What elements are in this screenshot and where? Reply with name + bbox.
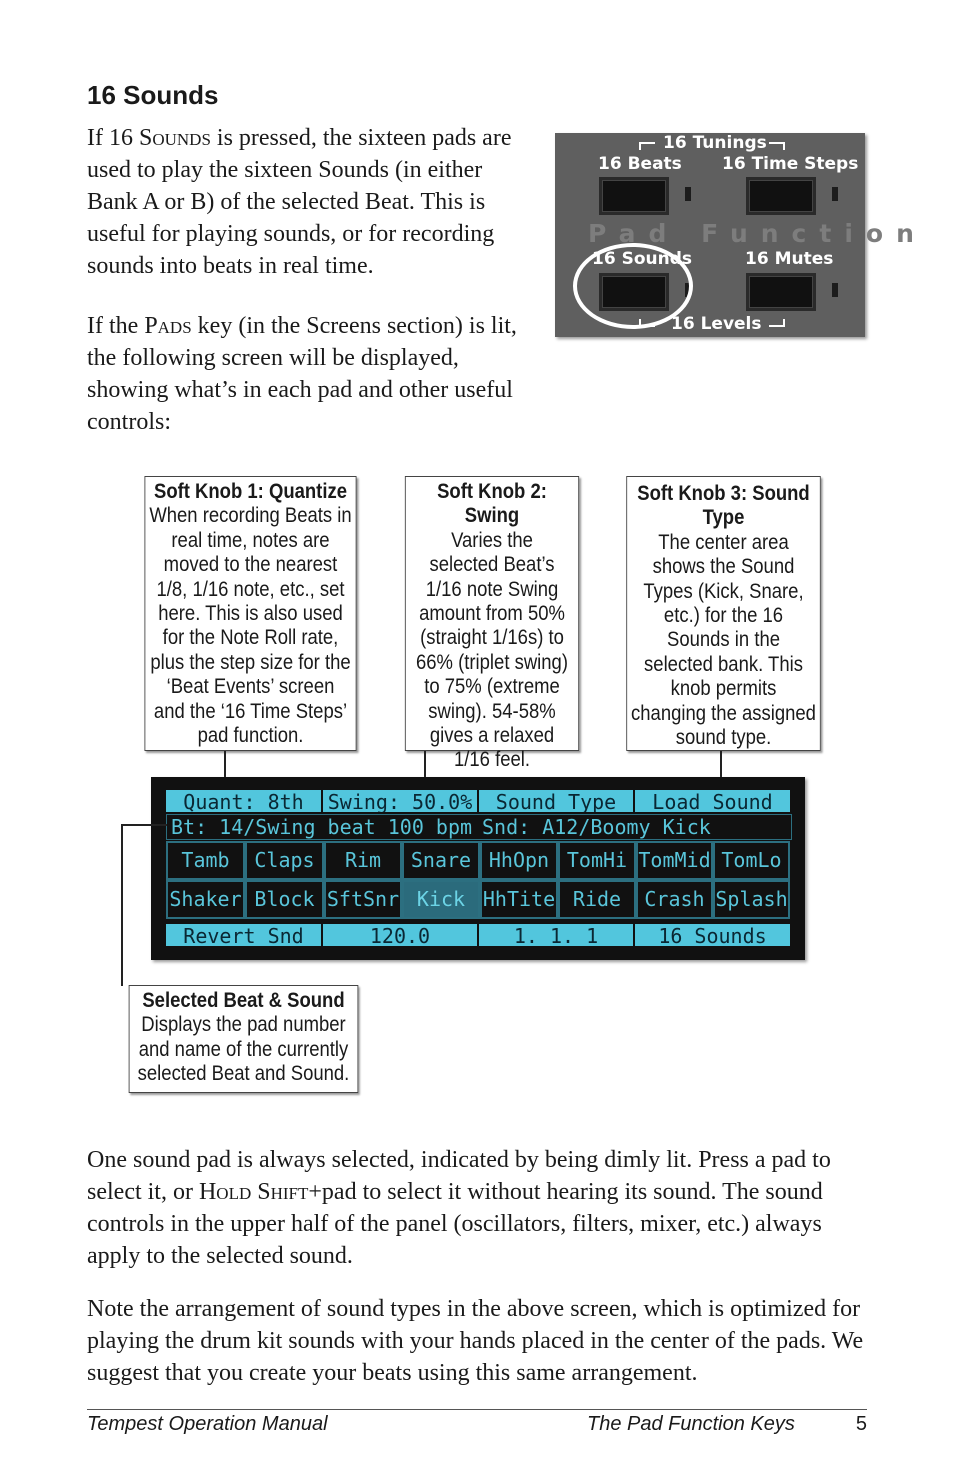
lcd-revert-sound[interactable]: Revert Snd bbox=[166, 924, 321, 946]
pad-7[interactable]: TomMid bbox=[636, 841, 713, 880]
footer-chapter: The Pad Function Keys bbox=[587, 1413, 795, 1435]
pad-15[interactable]: Crash bbox=[636, 880, 713, 919]
intro-p1-pre: If bbox=[87, 125, 109, 151]
body-p3-b: +pad to select it without hearing its sound. The sound controls in the upper half of the panel (oscillators, filters, mixer, etc.) always apply to the selected sound. bbox=[87, 1179, 823, 1269]
body-p3-a: One sound pad is always selected, indicated by being dimly lit. Press a pad to select it, or bbox=[87, 1147, 831, 1205]
time-steps-pad-button[interactable] bbox=[746, 177, 816, 215]
pad-1[interactable]: Tamb bbox=[166, 841, 245, 880]
pad-10[interactable]: Block bbox=[245, 880, 324, 919]
body-paragraph-3 bbox=[87, 1144, 867, 1272]
callout-selected-title: Selected Beat & Sound bbox=[142, 989, 345, 1012]
intro-p1-text: is pressed, the sixteen pads are used to play the sixteen Sounds (in either Bank A or B) of the selected Beat. This is useful for playing sounds, or for recording sounds into beats in real time. bbox=[87, 125, 512, 279]
lcd-screen bbox=[151, 777, 805, 960]
pad-6[interactable]: TomHi bbox=[558, 841, 636, 880]
callout-soft-knob-3 bbox=[626, 476, 820, 751]
callout-selected-beat-sound bbox=[129, 985, 359, 1093]
callout-soft-knob-2 bbox=[405, 476, 579, 772]
lcd-pad-mode[interactable]: 16 Sounds bbox=[635, 924, 790, 946]
lcd-swing[interactable]: Swing: 50.0% bbox=[323, 790, 477, 812]
pad-12-selected[interactable]: Kick bbox=[402, 880, 480, 919]
callout-knob1-title: Soft Knob 1: Quantize bbox=[153, 480, 347, 503]
lcd-selected-sound: Snd: A12/Boomy Kick bbox=[482, 815, 711, 839]
beats-label: 16 Beats bbox=[598, 154, 682, 174]
callout-knob2-title: Soft Knob 2: Swing bbox=[437, 480, 547, 528]
callout-knob2-body: Varies the selected Beat’s 1/16 note Swing amount from 50% (straight 1/16s) to 66% (triplet swing) to 75% (extreme swing). 54-58% gives a relaxed 1/16 feel. bbox=[415, 528, 568, 772]
callout-knob1-body: When recording Beats in real time, notes are moved to the nearest 1/8, 1/16 note, etc., set here. This is also used for the Note Roll rate, plus the step size for the ‘Beat Events’ screen and the ‘16 Time Steps’ pad function. bbox=[149, 504, 352, 748]
pad-4[interactable]: Snare bbox=[402, 841, 480, 880]
key-16-sounds: 16 Sounds bbox=[108, 125, 211, 151]
callout-knob3-body: The center area shows the Sound Types (Kick, Snare, etc.) for the 16 Sounds in the selected bank. This knob permits changing the assigned sound type. bbox=[631, 530, 816, 750]
beats-pad-button[interactable] bbox=[599, 177, 669, 215]
body-paragraph-4: Note the arrangement of sound types in the above screen, which is optimized for playing the drum kit sounds with your hands placed in the center of the pads. We suggest that you create your beats using this same arrangement. bbox=[87, 1296, 864, 1386]
pad-5[interactable]: HhOpn bbox=[480, 841, 558, 880]
time-steps-led bbox=[832, 187, 838, 201]
leader-line-selected-h bbox=[121, 824, 167, 826]
pad-16[interactable]: Splash bbox=[713, 880, 790, 919]
pad-14[interactable]: Ride bbox=[558, 880, 636, 919]
tunings-bracket-right bbox=[769, 142, 785, 150]
pad-8[interactable]: TomLo bbox=[713, 841, 790, 880]
callout-soft-knob-1 bbox=[144, 476, 356, 751]
lcd-tempo[interactable]: 120.0 bbox=[323, 924, 477, 946]
intro-paragraph-2 bbox=[87, 310, 517, 438]
pad-13[interactable]: HhTite bbox=[480, 880, 558, 919]
levels-bracket-right bbox=[769, 319, 785, 327]
key-hold-shift: Hold Shift bbox=[198, 1179, 309, 1205]
pad-function-panel bbox=[555, 133, 927, 337]
callout-knob3-title: Soft Knob 3: Sound Type bbox=[637, 482, 810, 530]
time-steps-label: 16 Time Steps bbox=[722, 154, 859, 174]
tunings-label: 16 Tunings bbox=[663, 133, 767, 153]
footer-manual-title: Tempest Operation Manual bbox=[87, 1413, 328, 1435]
levels-bracket-left bbox=[639, 319, 655, 327]
pad-function-label: Pad Function bbox=[588, 219, 927, 248]
intro-paragraph-1 bbox=[87, 122, 517, 282]
leader-line-selected-v bbox=[121, 824, 123, 986]
pad-2[interactable]: Claps bbox=[245, 841, 324, 880]
beats-led bbox=[685, 187, 691, 201]
pad-9[interactable]: Shaker bbox=[166, 880, 245, 919]
page-footer bbox=[87, 1409, 867, 1435]
mutes-label: 16 Mutes bbox=[745, 249, 834, 269]
key-pads: Pads bbox=[144, 313, 192, 339]
intro-p2-pre: If the bbox=[87, 313, 145, 339]
pad-11[interactable]: SftSnr bbox=[324, 880, 402, 919]
footer-page-number: 5 bbox=[855, 1413, 867, 1435]
callout-selected-body: Displays the pad number and name of the currently selected Beat and Sound. bbox=[137, 1013, 350, 1086]
lcd-sound-type[interactable]: Sound Type bbox=[479, 790, 633, 812]
mutes-led bbox=[832, 283, 838, 297]
lcd-load-sound[interactable]: Load Sound bbox=[635, 790, 790, 812]
tunings-bracket-left bbox=[639, 142, 655, 150]
mutes-pad-button[interactable] bbox=[746, 273, 816, 311]
levels-label: 16 Levels bbox=[671, 314, 762, 334]
pad-3[interactable]: Rim bbox=[324, 841, 402, 880]
lcd-quantize[interactable]: Quant: 8th bbox=[166, 790, 321, 812]
section-title: 16 Sounds bbox=[87, 80, 219, 110]
lcd-position[interactable]: 1. 1. 1 bbox=[479, 924, 633, 946]
sounds-label: 16 Sounds bbox=[592, 249, 692, 269]
lcd-selected-beat: Bt: 14/Swing beat 100 bpm bbox=[171, 815, 473, 839]
intro-p2-text: key (in the Screens section) is lit, the following screen will be displayed, showing what’s in each pad and other useful controls: bbox=[87, 313, 517, 435]
lcd-info-line bbox=[166, 814, 792, 840]
